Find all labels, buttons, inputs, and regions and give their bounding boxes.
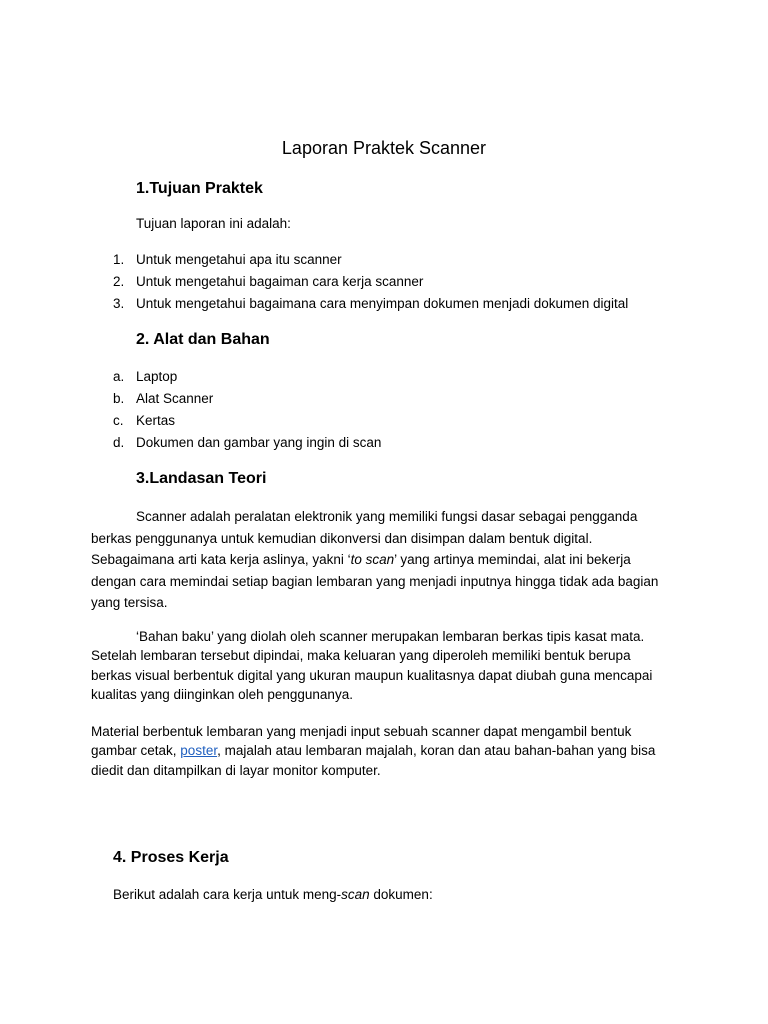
list-marker: d. — [113, 435, 125, 450]
italic-term: scan — [341, 887, 370, 902]
paragraph-line: yang tersisa. — [91, 595, 168, 611]
paragraph-line: berkas penggunanya untuk kemudian dikonversi dan disimpan dalam bentuk digital. — [91, 530, 593, 546]
list-marker: 2. — [113, 274, 125, 289]
paragraph-text: gambar cetak, — [91, 743, 181, 759]
list-marker: b. — [113, 391, 125, 406]
poster-link[interactable]: poster — [180, 743, 218, 759]
paragraph-2 — [91, 627, 671, 704]
list-item-text: Alat Scanner — [136, 391, 214, 406]
paragraph-text: ’ yang artinya memindai, alat ini bekerja — [394, 552, 631, 568]
section-2-heading: 2. Alat dan Bahan — [136, 331, 270, 348]
list-item-text: Untuk mengetahui bagaiman cara kerja scanner — [136, 274, 424, 289]
list-item-text: Untuk mengetahui apa itu scanner — [136, 252, 342, 267]
paragraph-text: Berikut adalah cara kerja untuk meng- — [113, 887, 342, 902]
paragraph-1 — [91, 506, 671, 614]
paragraph-line: ‘Bahan baku’ yang diolah oleh scanner merupakan lembaran berkas tipis kasat mata. — [136, 629, 645, 644]
list-item-text: Kertas — [136, 413, 176, 428]
paragraph-line: dengan cara memindai setiap bagian lembaran yang menjadi inputnya hingga tidak ada bagian — [91, 573, 659, 589]
paragraph-line: Scanner adalah peralatan elektronik yang memiliki fungsi dasar sebagai pengganda — [136, 509, 638, 524]
paragraph-line: diedit dan ditampilkan di layar monitor komputer. — [91, 762, 381, 778]
list-item-text: Laptop — [136, 369, 178, 384]
section-1-intro: Tujuan laporan ini adalah: — [136, 216, 291, 231]
paragraph-text: , majalah atau lembaran majalah, koran dan atau bahan-bahan yang bisa — [217, 743, 656, 759]
paragraph-line: Setelah lembaran tersebut dipindai, maka keluaran yang diperoleh memiliki bentuk berupa — [91, 648, 631, 664]
document-title: Laporan Praktek Scanner — [281, 138, 487, 158]
paragraph-line — [91, 741, 671, 760]
section-1-heading: 1.Tujuan Praktek — [136, 180, 263, 197]
list-marker: 1. — [113, 252, 125, 267]
section-3-heading: 3.Landasan Teori — [136, 470, 267, 487]
list-item-text: Untuk mengetahui bagaimana cara menyimpan dokumen menjadi dokumen digital — [136, 296, 629, 311]
italic-term: to scan — [350, 552, 395, 568]
paragraph-line: kualitas yang diinginkan oleh penggunanya. — [91, 686, 353, 702]
paragraph-line: berkas visual berbentuk digital yang ukuran maupun kualitasnya dapat diubah guna mencapai — [91, 667, 653, 683]
list-marker: 3. — [113, 296, 125, 311]
paragraph-line — [91, 549, 671, 571]
list-item-text: Dokumen dan gambar yang ingin di scan — [136, 435, 382, 450]
section-4-heading: 4. Proses Kerja — [113, 849, 229, 866]
list-marker: c. — [113, 413, 124, 428]
section-4-intro — [113, 886, 433, 904]
paragraph-text: dokumen: — [369, 887, 433, 902]
paragraph-line: Material berbentuk lembaran yang menjadi input sebuah scanner dapat mengambil bentuk — [91, 724, 632, 739]
list-marker: a. — [113, 369, 125, 384]
paragraph-text: Sebagaimana arti kata kerja aslinya, yakni ‘ — [91, 552, 351, 568]
paragraph-3 — [91, 722, 671, 780]
